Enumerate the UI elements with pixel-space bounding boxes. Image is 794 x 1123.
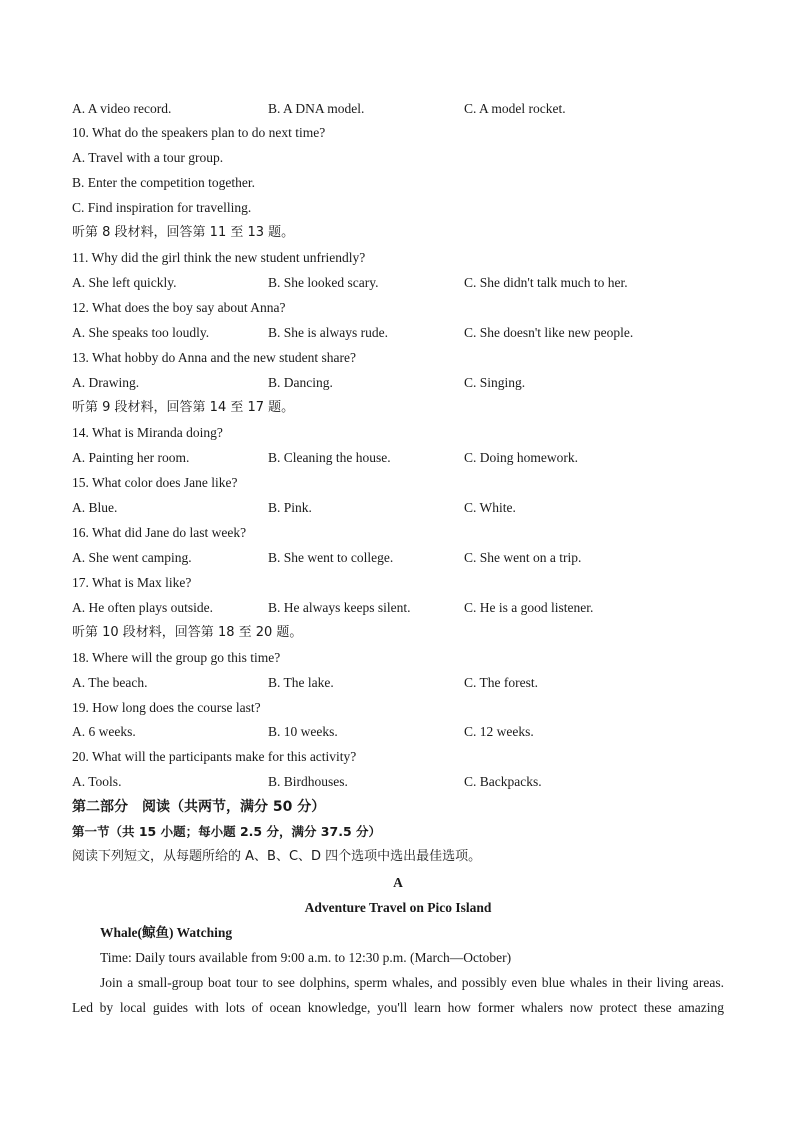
q16-question: 16. What did Jane do last week? [72,525,247,540]
q12-option-b: B. She is always rude. [268,325,388,340]
q15-option-c: C. White. [464,500,516,515]
q20-option-c: C. Backpacks. [464,774,542,789]
q12-option-c: C. She doesn't like new people. [464,325,634,340]
section-8-instruction: 听第 8 段材料，回答第 11 至 13 题。 [72,225,295,240]
q15-option-b: B. Pink. [268,500,312,515]
paragraph-line-2: Led by local guides with lots of ocean knowledge, you'll learn how former whalers now protect these amazing [72,1000,724,1015]
q10-option-c: C. Find inspiration for travelling. [72,200,252,215]
section-9-instruction: 听第 9 段材料，回答第 14 至 17 题。 [72,400,295,415]
q10-option-b: B. Enter the competition together. [72,175,255,190]
passage-title: Adventure Travel on Pico Island [304,900,492,915]
q11-option-b: B. She looked scary. [268,275,379,290]
q19-option-b: B. 10 weeks. [268,724,338,739]
section-1-title: 第一节（共 15 小题；每小题 2.5 分，满分 37.5 分） [72,824,381,839]
q17-option-c: C. He is a good listener. [464,600,594,615]
q18-question: 18. Where will the group go this time? [72,650,281,665]
q17-question: 17. What is Max like? [72,575,192,590]
q20-option-a: A. Tools. [72,774,122,789]
q14-option-b: B. Cleaning the house. [268,450,391,465]
q14-option-c: C. Doing homework. [464,450,578,465]
part-2-title: 第二部分 阅读（共两节，满分 50 分） [72,799,326,815]
q16-option-c: C. She went on a trip. [464,550,582,565]
q12-option-a: A. She speaks too loudly. [72,325,210,340]
tour-time: Time: Daily tours available from 9:00 a.m. to 12:30 p.m. (March—October) [100,950,512,965]
q18-option-c: C. The forest. [464,675,538,690]
q10-option-a: A. Travel with a tour group. [72,150,224,165]
q13-option-b: B. Dancing. [268,375,333,390]
q20-question: 20. What will the participants make for this activity? [72,749,357,764]
q16-option-a: A. She went camping. [72,550,192,565]
q19-option-a: A. 6 weeks. [72,724,136,739]
q14-question: 14. What is Miranda doing? [72,425,223,440]
paragraph-line-1: Join a small-group boat tour to see dolphins, sperm whales, and possibly even blue whales in their living areas. [100,975,724,990]
q12-question: 12. What does the boy say about Anna? [72,300,286,315]
reading-instruction: 阅读下列短文，从每题所给的 A、B、C、D 四个选项中选出最佳选项。 [72,849,482,864]
q15-option-a: A. Blue. [72,500,118,515]
q19-option-c: C. 12 weeks. [464,724,534,739]
q11-question: 11. Why did the girl think the new student unfriendly? [72,250,366,265]
q20-option-b: B. Birdhouses. [268,774,348,789]
q13-question: 13. What hobby do Anna and the new student share? [72,350,356,365]
q16-option-b: B. She went to college. [268,550,394,565]
q10-question: 10. What do the speakers plan to do next time? [72,125,326,140]
q9-option-a: A. A video record. [72,101,172,116]
q17-option-b: B. He always keeps silent. [268,600,411,615]
q17-option-a: A. He often plays outside. [72,600,213,615]
q11-option-c: C. She didn't talk much to her. [464,275,628,290]
q15-question: 15. What color does Jane like? [72,475,238,490]
q11-option-a: A. She left quickly. [72,275,177,290]
q18-option-a: A. The beach. [72,675,148,690]
q9-option-b: B. A DNA model. [268,101,365,116]
passage-letter: A [393,875,403,890]
q19-question: 19. How long does the course last? [72,700,261,715]
q14-option-a: A. Painting her room. [72,450,190,465]
q13-option-a: A. Drawing. [72,375,140,390]
section-10-instruction: 听第 10 段材料，回答第 18 至 20 题。 [72,625,303,640]
q13-option-c: C. Singing. [464,375,526,390]
q9-option-c: C. A model rocket. [464,101,566,116]
q18-option-b: B. The lake. [268,675,334,690]
whale-watching-heading: Whale(鲸鱼) Watching [100,925,233,940]
